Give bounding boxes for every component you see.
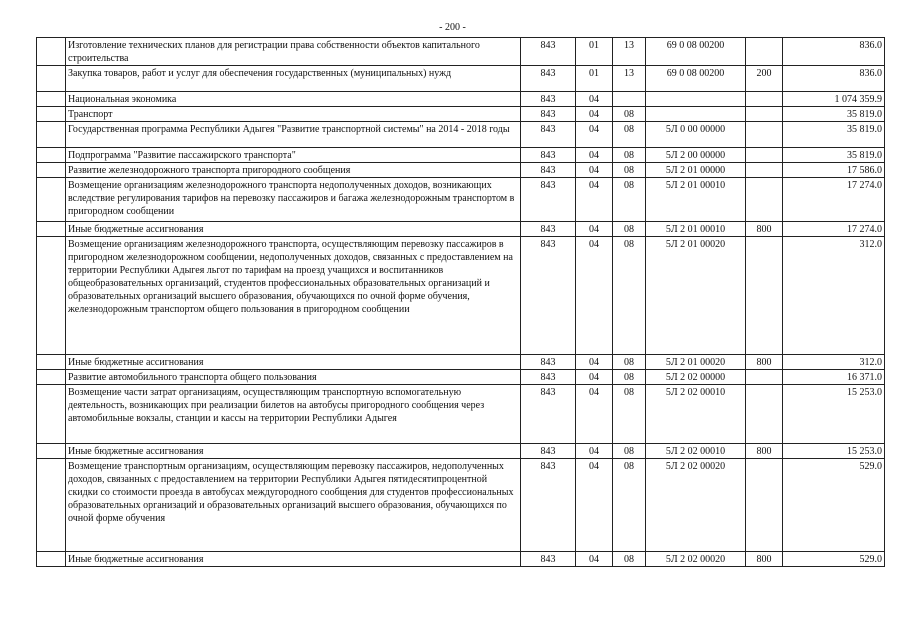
row-amount: 1 074 359.9 [783, 92, 885, 107]
row-subsection-code: 08 [613, 222, 646, 237]
row-blank-cell [37, 444, 66, 459]
row-target-article: 5Л 2 01 00020 [646, 355, 746, 370]
row-blank-cell [37, 459, 66, 552]
row-expense-type: 800 [746, 222, 783, 237]
row-section-code: 04 [576, 107, 613, 122]
row-department-code: 843 [521, 38, 576, 66]
row-department-code: 843 [521, 107, 576, 122]
row-subsection-code: 13 [613, 38, 646, 66]
row-blank-cell [37, 222, 66, 237]
row-expense-type [746, 148, 783, 163]
row-target-article: 5Л 2 01 00020 [646, 237, 746, 355]
row-section-code: 04 [576, 444, 613, 459]
row-department-code: 843 [521, 66, 576, 92]
row-name: Возмещение части затрат организациям, осуществляющим транспортную вспомогательную деятельность, возникающих при реализации билетов на автобусы пригородного сообщения через автомобильные вокзалы, станции и кассы на территории Республики Адыгея [66, 385, 521, 444]
row-target-article [646, 92, 746, 107]
row-blank-cell [37, 66, 66, 92]
row-target-article: 5Л 2 01 00000 [646, 163, 746, 178]
table-row [37, 552, 885, 567]
row-amount: 17 586.0 [783, 163, 885, 178]
row-blank-cell [37, 163, 66, 178]
row-name: Возмещение организациям железнодорожного транспорта недополученных доходов, возникающих вследствие регулирования тарифов на перевозку пассажиров и багажа железнодорожным транспортом в пригородном сообщении [66, 178, 521, 222]
row-subsection-code: 08 [613, 107, 646, 122]
table-row [37, 38, 885, 66]
row-subsection-code: 08 [613, 385, 646, 444]
row-name: Иные бюджетные ассигнования [66, 355, 521, 370]
row-name: Изготовление технических планов для регистрации права собственности объектов капитального строительства [66, 38, 521, 66]
row-department-code: 843 [521, 163, 576, 178]
row-blank-cell [37, 355, 66, 370]
row-section-code: 04 [576, 178, 613, 222]
row-department-code: 843 [521, 552, 576, 567]
row-expense-type [746, 122, 783, 148]
budget-table [36, 37, 885, 567]
row-amount: 529.0 [783, 552, 885, 567]
row-target-article: 5Л 2 02 00000 [646, 370, 746, 385]
row-expense-type: 800 [746, 355, 783, 370]
row-target-article: 5Л 2 02 00010 [646, 385, 746, 444]
row-section-code: 04 [576, 370, 613, 385]
row-expense-type: 200 [746, 66, 783, 92]
row-expense-type: 800 [746, 444, 783, 459]
row-section-code: 04 [576, 355, 613, 370]
row-expense-type [746, 237, 783, 355]
row-name: Иные бюджетные ассигнования [66, 444, 521, 459]
row-section-code: 01 [576, 66, 613, 92]
row-department-code: 843 [521, 178, 576, 222]
row-blank-cell [37, 237, 66, 355]
row-name: Возмещение организациям железнодорожного транспорта, осуществляющим перевозку пассажиров в пригородном железнодорожном сообщении, недополученных доходов, связанных с предоставлением на территории Республики Адыгея льгот по тарифам на проезд учащихся и воспитанников общеобразовательных организаций, студентов профессиональных образовательных организаций и образовательных организаций высшего образования, обучающихся по очной форме обучения, железнодорожным транспортом общего пользования в пригородном сообщении [66, 237, 521, 355]
row-section-code: 04 [576, 148, 613, 163]
row-amount: 15 253.0 [783, 385, 885, 444]
row-section-code: 04 [576, 385, 613, 444]
row-expense-type [746, 178, 783, 222]
row-amount: 35 819.0 [783, 148, 885, 163]
table-row [37, 444, 885, 459]
row-section-code: 04 [576, 552, 613, 567]
row-target-article: 5Л 0 00 00000 [646, 122, 746, 148]
row-blank-cell [37, 92, 66, 107]
row-amount: 35 819.0 [783, 122, 885, 148]
table-row [37, 370, 885, 385]
row-department-code: 843 [521, 122, 576, 148]
table-row [37, 459, 885, 552]
row-blank-cell [37, 178, 66, 222]
row-section-code: 01 [576, 38, 613, 66]
row-amount: 17 274.0 [783, 178, 885, 222]
row-subsection-code: 08 [613, 122, 646, 148]
row-department-code: 843 [521, 444, 576, 459]
row-name: Государственная программа Республики Адыгея "Развитие транспортной системы" на 2014 - 2018 годы [66, 122, 521, 148]
row-blank-cell [37, 370, 66, 385]
table-row [37, 237, 885, 355]
row-subsection-code: 08 [613, 459, 646, 552]
row-blank-cell [37, 385, 66, 444]
row-amount: 836.0 [783, 66, 885, 92]
row-blank-cell [37, 38, 66, 66]
row-expense-type [746, 107, 783, 122]
row-blank-cell [37, 107, 66, 122]
row-name: Возмещение транспортным организациям, осуществляющим перевозку пассажиров, недополученных доходов, связанных с предоставлением на территории Республики Адыгея пятидесятипроцентной скидки со стоимости проезда в автобусах междугородного сообщения для студентов профессиональных образовательных организаций и образовательных организаций высшего образования, обучающихся по очной форме обучения [66, 459, 521, 552]
row-amount: 16 371.0 [783, 370, 885, 385]
page-number: - 200 - [439, 22, 466, 33]
table-row [37, 178, 885, 222]
row-name: Транспорт [66, 107, 521, 122]
row-department-code: 843 [521, 92, 576, 107]
row-target-article: 5Л 2 02 00020 [646, 459, 746, 552]
row-subsection-code: 08 [613, 237, 646, 355]
row-amount: 35 819.0 [783, 107, 885, 122]
row-department-code: 843 [521, 370, 576, 385]
table-row [37, 385, 885, 444]
table-row [37, 163, 885, 178]
row-section-code: 04 [576, 222, 613, 237]
row-expense-type [746, 163, 783, 178]
budget-table-body [37, 38, 885, 567]
row-target-article: 5Л 2 00 00000 [646, 148, 746, 163]
row-blank-cell [37, 552, 66, 567]
row-blank-cell [37, 122, 66, 148]
table-row [37, 107, 885, 122]
row-amount: 836.0 [783, 38, 885, 66]
row-section-code: 04 [576, 163, 613, 178]
row-expense-type [746, 92, 783, 107]
row-amount: 529.0 [783, 459, 885, 552]
table-row [37, 148, 885, 163]
row-target-article: 69 0 08 00200 [646, 66, 746, 92]
row-department-code: 843 [521, 148, 576, 163]
row-subsection-code: 08 [613, 444, 646, 459]
row-name: Иные бюджетные ассигнования [66, 222, 521, 237]
row-name: Закупка товаров, работ и услуг для обеспечения государственных (муниципальных) нужд [66, 66, 521, 92]
table-row [37, 122, 885, 148]
row-subsection-code: 08 [613, 355, 646, 370]
row-subsection-code: 08 [613, 178, 646, 222]
row-department-code: 843 [521, 237, 576, 355]
row-name: Подпрограмма "Развитие пассажирского транспорта" [66, 148, 521, 163]
row-expense-type [746, 370, 783, 385]
row-department-code: 843 [521, 459, 576, 552]
row-amount: 17 274.0 [783, 222, 885, 237]
row-target-article: 5Л 2 02 00010 [646, 444, 746, 459]
row-section-code: 04 [576, 92, 613, 107]
table-row [37, 92, 885, 107]
row-target-article: 69 0 08 00200 [646, 38, 746, 66]
row-subsection-code: 08 [613, 163, 646, 178]
row-name: Развитие железнодорожного транспорта пригородного сообщения [66, 163, 521, 178]
row-expense-type [746, 38, 783, 66]
row-blank-cell [37, 148, 66, 163]
row-name: Национальная экономика [66, 92, 521, 107]
row-target-article: 5Л 2 01 00010 [646, 178, 746, 222]
row-department-code: 843 [521, 355, 576, 370]
row-department-code: 843 [521, 222, 576, 237]
row-target-article: 5Л 2 01 00010 [646, 222, 746, 237]
table-row [37, 66, 885, 92]
table-row [37, 222, 885, 237]
row-subsection-code: 08 [613, 370, 646, 385]
row-name: Развитие автомобильного транспорта общего пользования [66, 370, 521, 385]
row-subsection-code [613, 92, 646, 107]
row-section-code: 04 [576, 459, 613, 552]
row-subsection-code: 08 [613, 552, 646, 567]
row-name: Иные бюджетные ассигнования [66, 552, 521, 567]
row-section-code: 04 [576, 237, 613, 355]
row-section-code: 04 [576, 122, 613, 148]
row-amount: 15 253.0 [783, 444, 885, 459]
row-target-article: 5Л 2 02 00020 [646, 552, 746, 567]
row-expense-type: 800 [746, 552, 783, 567]
row-subsection-code: 13 [613, 66, 646, 92]
row-amount: 312.0 [783, 355, 885, 370]
row-expense-type [746, 459, 783, 552]
table-row [37, 355, 885, 370]
row-amount: 312.0 [783, 237, 885, 355]
row-subsection-code: 08 [613, 148, 646, 163]
row-expense-type [746, 385, 783, 444]
row-target-article [646, 107, 746, 122]
row-department-code: 843 [521, 385, 576, 444]
